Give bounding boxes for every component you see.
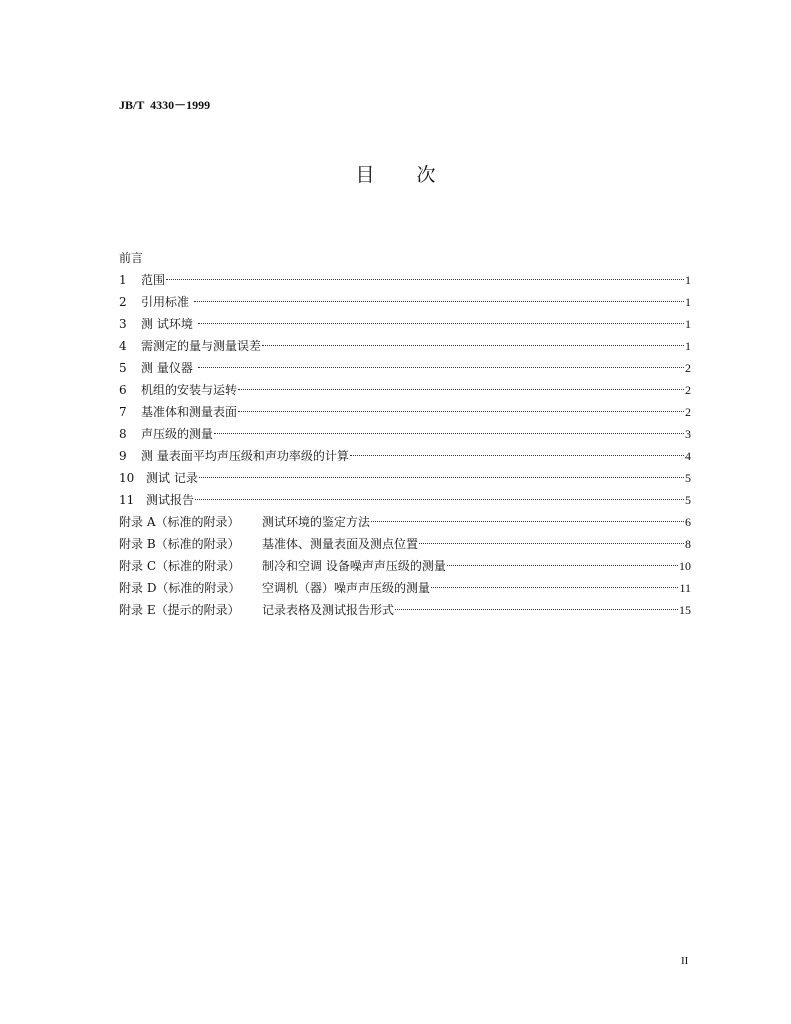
toc-entry[interactable] <box>119 511 691 533</box>
toc-entry-label: 测试 记录 <box>146 471 198 485</box>
toc-entry[interactable] <box>119 467 691 489</box>
toc-entry-label: 机组的安装与运转 <box>141 383 238 397</box>
toc-entry-page: 4 <box>685 449 691 463</box>
toc-entry-number: 5 <box>119 361 127 375</box>
toc-entry-number: 附录 D（标准的附录） <box>119 581 241 595</box>
toc-entry-page: 1 <box>685 295 691 309</box>
toc-entry-page: 5 <box>685 493 691 507</box>
toc-entry-label: 测试环境的鉴定方法 <box>262 515 371 529</box>
toc-entry[interactable] <box>119 423 691 445</box>
toc-leader-dots <box>447 565 678 566</box>
toc-entry[interactable] <box>119 379 691 401</box>
toc-entry[interactable] <box>119 401 691 423</box>
toc-entry[interactable] <box>119 555 691 577</box>
toc-entries <box>119 269 691 621</box>
toc-entry-number: 2 <box>119 295 127 309</box>
toc-leader-dots <box>199 477 684 478</box>
toc-entry-page: 10 <box>679 559 691 573</box>
toc-leader-dots <box>194 301 684 302</box>
toc-entry-number: 4 <box>119 339 127 353</box>
toc-leader-dots <box>431 587 678 588</box>
toc-entry-number: 3 <box>119 317 127 331</box>
toc-entry-page: 8 <box>685 537 691 551</box>
toc-entry-page: 1 <box>685 317 691 331</box>
toc-entry[interactable] <box>119 489 691 511</box>
toc-entry-page: 1 <box>685 339 691 353</box>
toc-entry[interactable] <box>119 533 691 555</box>
page-number: II <box>681 955 689 967</box>
standard-code: JB/T 4330－1999 <box>119 98 211 112</box>
toc-leader-dots <box>238 389 684 390</box>
toc-entry-number: 8 <box>119 427 127 441</box>
toc-entry-page: 2 <box>685 405 691 419</box>
toc-entry-number: 7 <box>119 405 127 419</box>
toc-entry-number: 6 <box>119 383 127 397</box>
toc-entry-number: 附录 A（标准的附录） <box>119 515 240 529</box>
toc-entry-page: 3 <box>685 427 691 441</box>
toc-entry-number: 附录 E（提示的附录） <box>119 603 240 617</box>
toc-entry-number: 11 <box>119 493 135 507</box>
toc-leader-dots <box>198 367 684 368</box>
toc-entry-page: 15 <box>679 603 691 617</box>
toc-entry-label: 测 量表面平均声压级和声功率级的计算 <box>141 449 349 463</box>
toc-leader-dots <box>238 411 684 412</box>
toc-preface[interactable] <box>119 247 691 269</box>
toc-entry-number: 10 <box>119 471 135 485</box>
toc-leader-dots <box>166 279 684 280</box>
toc-entry-page: 2 <box>685 361 691 375</box>
toc-entry[interactable] <box>119 599 691 621</box>
toc-entry-page: 6 <box>685 515 691 529</box>
toc-entry-label: 测 量仪器 <box>141 361 197 375</box>
page-title: 目次 <box>355 164 478 186</box>
toc-leader-dots <box>262 345 684 346</box>
toc-leader-dots <box>419 543 684 544</box>
toc-preface-label: 前言 <box>119 251 144 265</box>
table-of-contents <box>119 247 691 621</box>
toc-entry-page: 1 <box>685 273 691 287</box>
toc-entry-label: 空调机（器）噪声声压级的测量 <box>262 581 431 595</box>
toc-entry-number: 附录 B（标准的附录） <box>119 537 240 551</box>
toc-leader-dots <box>395 609 678 610</box>
toc-leader-dots <box>350 455 684 456</box>
toc-entry-label: 引用标准 <box>141 295 193 309</box>
toc-entry[interactable] <box>119 291 691 313</box>
toc-leader-dots <box>214 433 684 434</box>
toc-leader-dots <box>371 521 684 522</box>
toc-entry-label: 测试报告 <box>146 493 195 507</box>
toc-entry-number: 9 <box>119 449 127 463</box>
toc-entry-label: 测 试环境 <box>141 317 197 331</box>
toc-entry[interactable] <box>119 577 691 599</box>
toc-entry[interactable] <box>119 313 691 335</box>
toc-entry-label: 制冷和空调 设备噪声声压级的测量 <box>262 559 446 573</box>
toc-entry-label: 声压级的测量 <box>141 427 214 441</box>
toc-entry-number: 附录 C（标准的附录） <box>119 559 240 573</box>
toc-leader-dots <box>195 499 684 500</box>
toc-entry[interactable] <box>119 335 691 357</box>
toc-entry-label: 记录表格及测试报告形式 <box>262 603 395 617</box>
toc-entry-label: 基准体、测量表面及测点位置 <box>262 537 419 551</box>
toc-entry-label: 需测定的量与测量误差 <box>141 339 262 353</box>
toc-entry-page: 11 <box>679 581 691 595</box>
toc-entry-label: 基准体和测量表面 <box>141 405 238 419</box>
toc-entry-page: 5 <box>685 471 691 485</box>
toc-leader-dots <box>198 323 684 324</box>
toc-entry-number: 1 <box>119 273 127 287</box>
toc-entry[interactable] <box>119 269 691 291</box>
toc-entry[interactable] <box>119 445 691 467</box>
toc-entry-page: 2 <box>685 383 691 397</box>
toc-entry-label: 范围 <box>141 273 166 287</box>
toc-entry[interactable] <box>119 357 691 379</box>
